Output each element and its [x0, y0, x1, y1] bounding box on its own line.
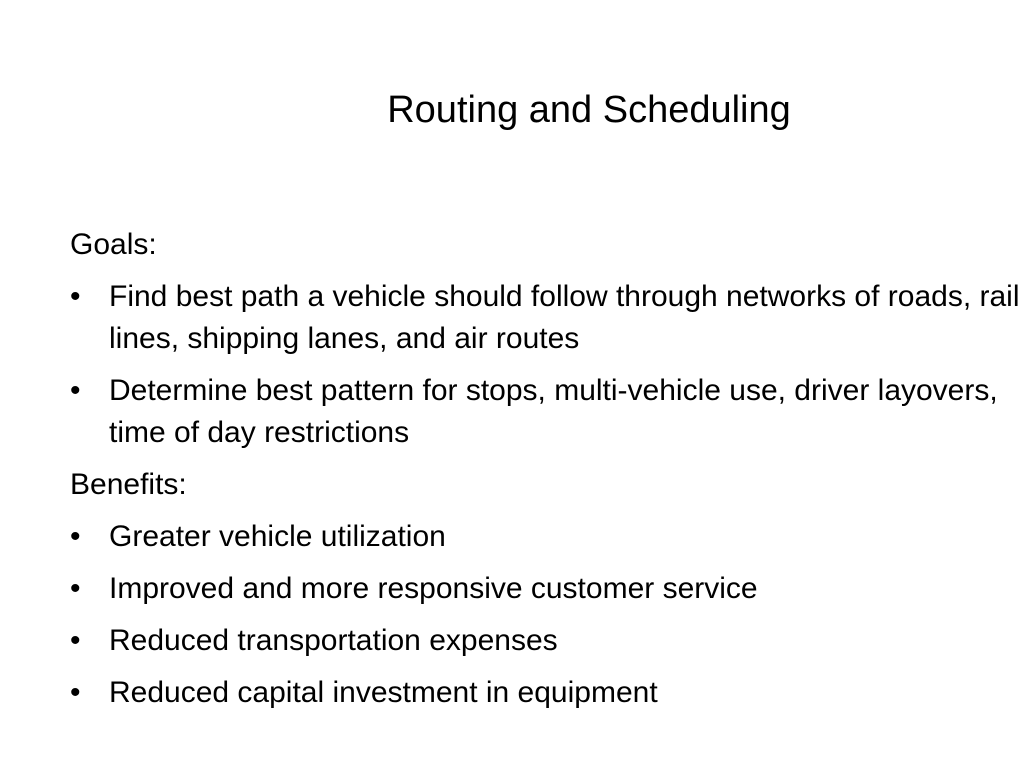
goals-heading: Goals:: [70, 228, 157, 261]
goal-bullet-item: [70, 370, 1020, 454]
benefit-bullet-item: [70, 620, 1020, 662]
benefit-text: Improved and more responsive customer service: [109, 572, 758, 605]
bullet-icon: •: [70, 374, 81, 407]
goal-bullet-item: [70, 276, 1020, 360]
benefit-text: Reduced capital investment in equipment: [109, 676, 658, 709]
benefit-bullet-item: [70, 568, 1020, 610]
slide-body: [70, 224, 1020, 724]
benefit-text: Greater vehicle utilization: [109, 520, 446, 553]
bullet-icon: •: [70, 280, 81, 313]
slide-title: Routing and Scheduling: [387, 89, 791, 131]
bullet-icon: •: [70, 572, 81, 605]
goal-text: Find best path a vehicle should follow through networks of roads, rail lines, shipping lanes, and air routes: [109, 280, 1020, 355]
benefits-heading: Benefits:: [70, 468, 187, 501]
benefit-bullet-item: [70, 516, 1020, 558]
benefit-text: Reduced transportation expenses: [109, 624, 558, 657]
goal-text: Determine best pattern for stops, multi-vehicle use, driver layovers, time of day restrictions: [109, 374, 998, 449]
benefit-bullet-item: [70, 672, 1020, 714]
bullet-icon: •: [70, 520, 81, 553]
bullet-icon: •: [70, 624, 81, 657]
bullet-icon: •: [70, 676, 81, 709]
